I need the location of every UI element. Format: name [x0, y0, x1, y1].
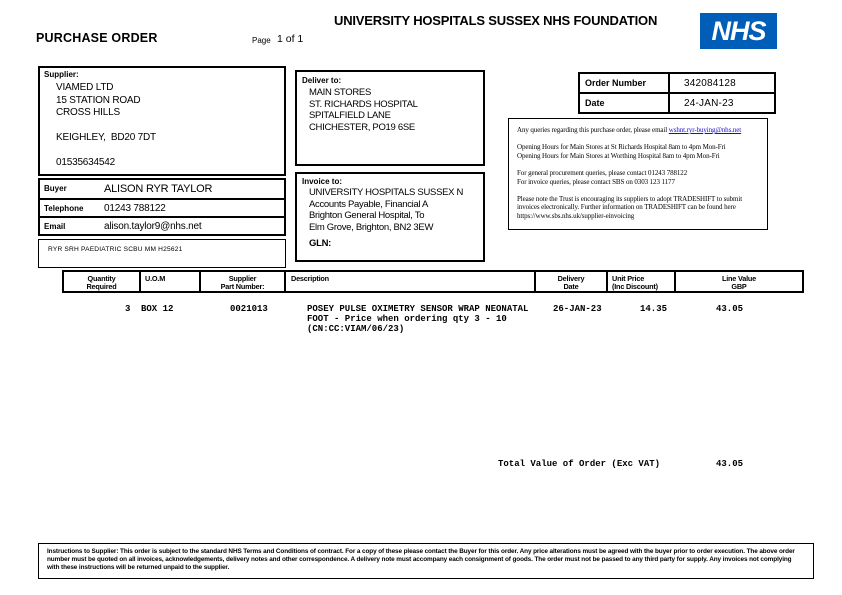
- supplier-instructions-box: [38, 543, 814, 579]
- line-description-2: FOOT - Price when ordering qty 3 - 10: [307, 314, 507, 324]
- organisation-title: UNIVERSITY HOSPITALS SUSSEX NHS FOUNDATION: [334, 13, 658, 28]
- line-delivery-date: 26-JAN-23: [553, 304, 602, 314]
- deliver-to-label: Deliver to:: [302, 76, 342, 85]
- order-date-row: [580, 92, 774, 112]
- page-count-value: 1 of 1: [277, 33, 304, 45]
- buyer-name: ALISON RYR TAYLOR: [104, 183, 213, 195]
- invoice-address-line: Brighton General Hospital, To: [309, 210, 425, 221]
- buyer-table: [38, 178, 286, 236]
- telephone-value: 01243 788122: [104, 203, 166, 214]
- gln-label: GLN:: [309, 238, 332, 249]
- invoice-address-line: UNIVERSITY HOSPITALS SUSSEX N: [309, 187, 464, 198]
- queries-note: [517, 126, 761, 135]
- buyer-email-value[interactable]: alison.taylor9@nhs.net: [104, 221, 202, 232]
- supplier-address-line: CROSS HILLS: [56, 107, 120, 118]
- invoice-to-label: Invoice to:: [302, 177, 343, 186]
- supplier-address-line: [56, 145, 284, 158]
- order-date-label: Date: [580, 94, 670, 112]
- order-info-table: [578, 72, 776, 114]
- page-count-label: Page: [252, 36, 271, 45]
- supplier-label: Supplier:: [44, 70, 79, 79]
- nhs-logo: [700, 13, 777, 49]
- invoice-queries-line: For invoice queries, please contact SBS on 0303 123 1177: [517, 177, 675, 186]
- procurement-queries-line: For general procurement queries, please contact 01243 788122: [517, 168, 688, 177]
- supplier-instructions-text: Instructions to Supplier: This order is subject to the standard NHS Terms and Conditions of contract. For a copy of these please contact the Buyer for this order. Any price alterations must be agreed with the buyer prior to order execution. The above order number must be quoted on all invoices, acknowledgements, delivery notes and other correspondence. A delivery note must accompany each consignment of goods. The order must not be passed to any third party for supply. Any invoices not complying with these instructions will be returned unpaid to the supplier.: [47, 548, 795, 572]
- header-uom: U.O.M: [139, 272, 199, 291]
- page-title: PURCHASE ORDER: [36, 31, 158, 45]
- opening-hours-line: Opening Hours for Main Stores at St Richards Hospital 8am to 4pm Mon-Fri: [517, 143, 726, 152]
- opening-hours-line: Opening Hours for Main Stores at Worthing Hospital 8am to 4pm Mon-Fri: [517, 151, 720, 160]
- order-date-value: 24-JAN-23: [684, 98, 734, 109]
- line-part-number: 0021013: [230, 304, 268, 314]
- nhs-logo-text: NHS: [711, 15, 766, 46]
- line-description-1: POSEY PULSE OXIMETRY SENSOR WRAP NEONATAL: [307, 304, 529, 314]
- header-line-value: Line Value GBP: [674, 272, 802, 291]
- buyer-label: Buyer: [44, 184, 67, 193]
- invoice-to-box: [295, 172, 485, 262]
- header-unit-price: Unit Price (Inc Discount): [606, 272, 674, 291]
- email-label: Email: [44, 222, 66, 231]
- supplier-address-line: 15 STATION ROAD: [56, 94, 141, 106]
- header-delivery-date: Delivery Date: [534, 272, 606, 291]
- header-description: Description: [284, 272, 534, 291]
- deliver-address-line: MAIN STORES: [309, 87, 371, 98]
- line-unit-price: 14.35: [640, 304, 668, 314]
- buying-email-link[interactable]: wshnt.ryr-buying@nhs.net: [668, 126, 742, 134]
- line-quantity: 3: [125, 304, 131, 314]
- supplier-address-line: VIAMED LTD: [56, 82, 114, 93]
- header-quantity: Quantity Required: [86, 274, 117, 291]
- supplier-address-line: KEIGHLEY, BD20 7DT: [56, 132, 156, 143]
- invoice-address-line: Accounts Payable, Financial A: [309, 198, 429, 210]
- line-value: 43.05: [716, 304, 744, 314]
- deliver-address-line: ST. RICHARDS HOSPITAL: [309, 98, 418, 110]
- deliver-to-box: [295, 70, 485, 166]
- requisition-ref-text: RYR SRH PAEDIATRIC SCBU MM H25621: [48, 246, 183, 253]
- queries-note-text: Any queries regarding this purchase order, please email: [517, 126, 669, 134]
- telephone-label: Telephone: [44, 204, 84, 213]
- supplier-phone: 01535634542: [56, 157, 115, 168]
- telephone-row: [40, 198, 284, 216]
- deliver-address-line: CHICHESTER, PO19 6SE: [309, 121, 415, 133]
- total-label: Total Value of Order (Exc VAT): [498, 459, 661, 469]
- order-number-label: Order Number: [580, 74, 670, 92]
- order-number-value: 342084128: [684, 78, 736, 89]
- line-uom: BOX 12: [141, 304, 174, 314]
- invoice-address-line: Elm Grove, Brighton, BN2 3EW: [309, 221, 434, 233]
- total-value: 43.05: [716, 459, 744, 469]
- buyer-row: [40, 180, 284, 198]
- deliver-address-line: SPITALFIELD LANE: [309, 110, 391, 121]
- supplier-box: [38, 66, 286, 176]
- tradeshift-note: Please note the Trust is encouraging its suppliers to adopt TRADESHIFT to submit invoices electronically. Further information on TRADESHIFT can be found here https://www.sbs.nhs.uk/supplier-einvoicing: [517, 194, 743, 220]
- email-row: [40, 216, 284, 234]
- notes-box: [508, 118, 768, 230]
- requisition-ref-box: [38, 239, 286, 268]
- order-number-row: [580, 74, 774, 92]
- header-part-number: Supplier Part Number:: [199, 272, 284, 291]
- line-description-3: (CN:CC:VIAM/06/23): [307, 324, 405, 334]
- supplier-address-line: [56, 120, 284, 133]
- line-items-header: [62, 270, 804, 293]
